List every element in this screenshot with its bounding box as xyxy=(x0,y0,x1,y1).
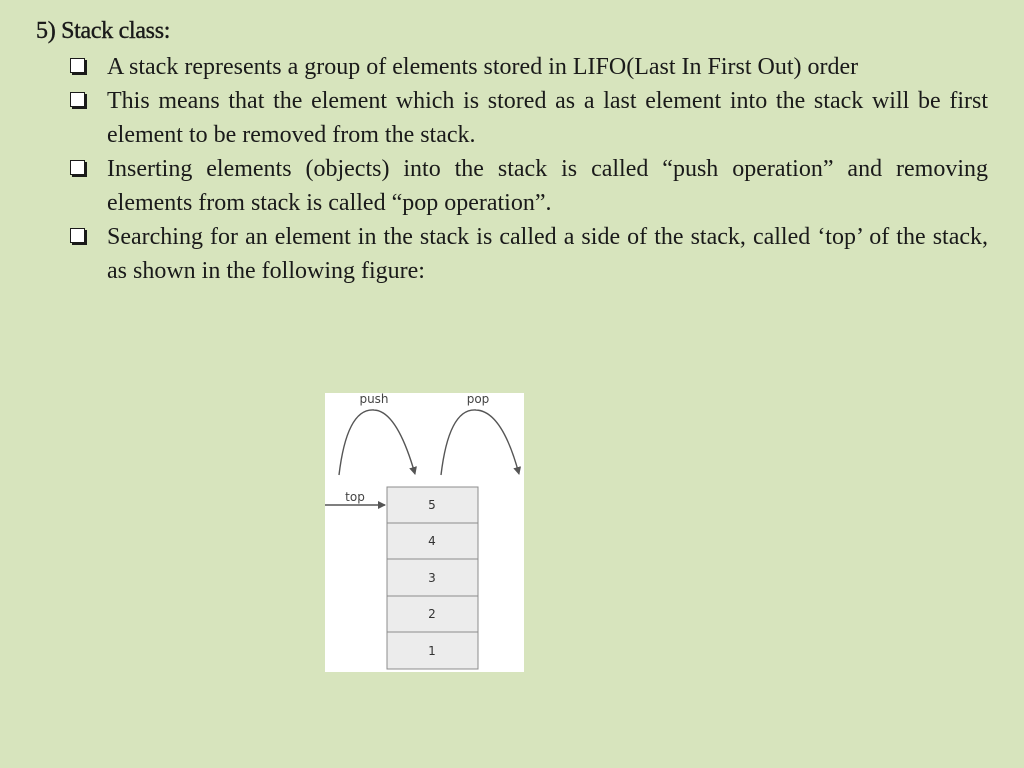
checkbox-icon xyxy=(70,58,85,73)
page-heading: 5) Stack class: xyxy=(36,18,171,44)
checkbox-icon xyxy=(70,92,85,107)
stack-diagram xyxy=(325,393,524,672)
stack-cell-label: 4 xyxy=(428,534,436,548)
pop-label: pop xyxy=(466,393,490,406)
stack-cells xyxy=(387,487,478,669)
bullet-item-lifo xyxy=(70,50,988,84)
bullet-text-lifo: A stack represents a group of elements stored in LIFO(Last In First Out) order xyxy=(107,54,859,80)
bullet-text-top: Searching for an element in the stack is called a side of the stack, called ‘top’ of the stack, as shown in the following figure: xyxy=(107,224,988,284)
checkbox-icon xyxy=(70,228,85,243)
pop-arrow xyxy=(441,410,519,475)
push-arrow xyxy=(339,410,415,475)
push-label: push xyxy=(359,393,389,406)
top-label: top xyxy=(345,490,365,504)
stack-figure xyxy=(325,393,524,672)
bullet-item-push-pop xyxy=(70,152,988,220)
bullet-item-top xyxy=(70,220,988,288)
bullet-text-last-element: This means that the element which is stored as a last element into the stack will be first element to be removed from the stack. xyxy=(107,88,988,148)
stack-cell-label: 3 xyxy=(428,571,436,585)
bullet-item-last-element xyxy=(70,84,988,152)
stack-cell-label: 1 xyxy=(428,644,436,658)
bullet-list xyxy=(70,50,988,288)
stack-cell-label: 5 xyxy=(428,498,436,512)
checkbox-icon xyxy=(70,160,85,175)
bullet-text-push-pop: Inserting elements (objects) into the stack is called “push operation” and removing elements from stack is called “pop operation”. xyxy=(107,156,988,216)
stack-cell-label: 2 xyxy=(428,607,436,621)
